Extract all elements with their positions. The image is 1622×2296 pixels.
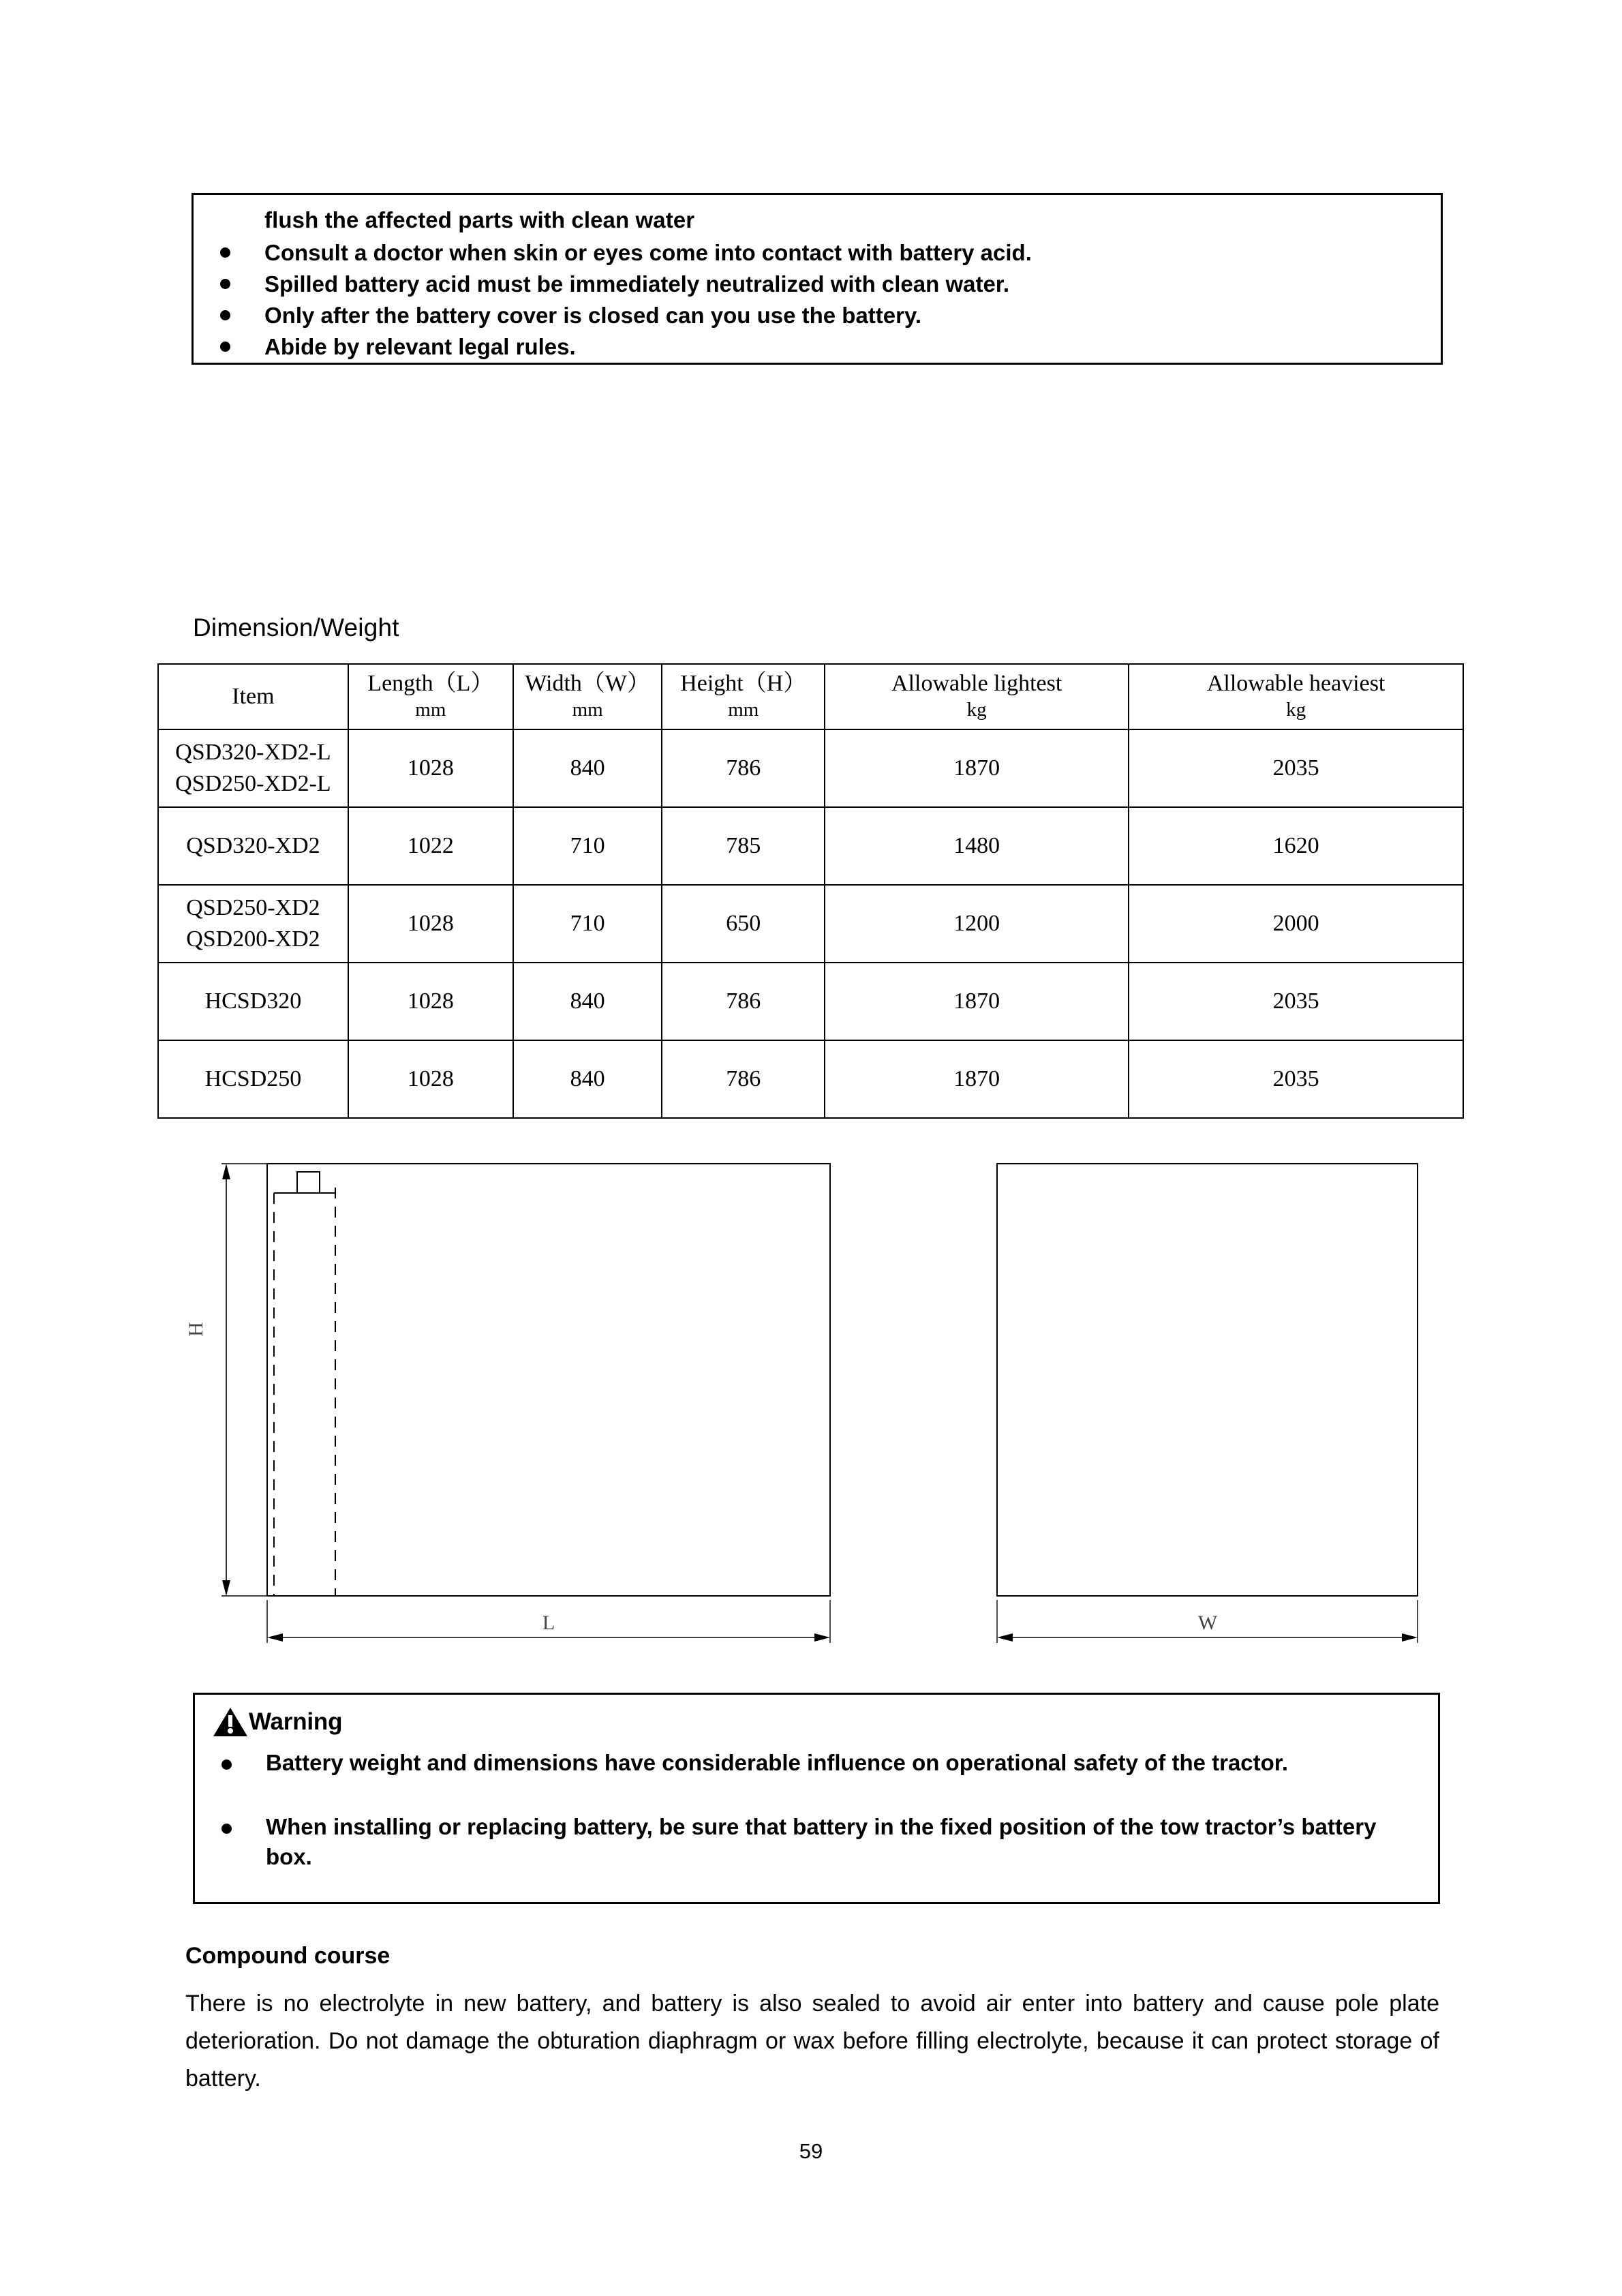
column-header-unit: mm: [572, 698, 603, 721]
caution-continuation-text: flush the affected parts with clean water: [264, 207, 695, 232]
table-row: [158, 1040, 1463, 1118]
cell-heaviest: 2035: [1129, 729, 1463, 807]
caution-bullet-text: Only after the battery cover is closed can you use the battery.: [264, 303, 922, 328]
list-item: [194, 269, 1441, 300]
cell-height: 786: [662, 963, 825, 1040]
warning-notice-box: [193, 1693, 1440, 1904]
column-header-height: [662, 664, 825, 729]
caution-bullet-list: [194, 237, 1441, 363]
table-row: [158, 885, 1463, 963]
width-dimension-label: W: [1197, 1612, 1218, 1634]
length-dimension-label: L: [542, 1612, 555, 1634]
w-arrow-right-icon: [1402, 1633, 1418, 1642]
cell-heaviest: 2035: [1129, 963, 1463, 1040]
cell-height: 786: [662, 1040, 825, 1118]
cell-length: 1022: [348, 807, 513, 885]
caution-bullet-text: Consult a doctor when skin or eyes come into contact with battery acid.: [264, 240, 1032, 265]
cell-width: 840: [513, 963, 662, 1040]
side-view-outline: [267, 1164, 830, 1596]
warning-triangle-icon: [213, 1706, 248, 1738]
h-arrow-down-icon: [222, 1580, 230, 1596]
caution-notice-box: [192, 193, 1443, 365]
column-header-title: Allowable lightest: [891, 670, 1062, 696]
cell-height: 650: [662, 885, 825, 963]
cell-width: 710: [513, 807, 662, 885]
cell-width: 710: [513, 885, 662, 963]
item-model-name: HCSD250: [204, 1066, 302, 1092]
column-header-allowable-heaviest: [1129, 664, 1463, 729]
bullet-dot-icon: [221, 1824, 232, 1834]
column-header-unit: mm: [415, 698, 446, 721]
bullet-dot-icon: [220, 247, 230, 258]
table-row: [158, 729, 1463, 807]
warning-bullet-text: Battery weight and dimensions have considerable influence on operational safety of the tractor.: [266, 1750, 1289, 1775]
list-item: [194, 331, 1441, 363]
cell-length: 1028: [348, 885, 513, 963]
column-header-item: [158, 664, 348, 729]
table-row: [158, 807, 1463, 885]
h-arrow-up-icon: [222, 1164, 230, 1179]
cell-length: 1028: [348, 1040, 513, 1118]
table-header-row: [158, 664, 1463, 729]
cell-length: 1028: [348, 729, 513, 807]
list-item: [195, 1812, 1438, 1875]
compound-course-paragraph: There is no electrolyte in new battery, and battery is also sealed to avoid air enter into battery and cause pole plate deterioration. Do not damage the obturation diaphragm or wax before filling electrolyte, because it can protect storage of battery.: [185, 1991, 1439, 2092]
battery-dimension-drawing: [0, 1145, 1622, 1670]
column-header-allowable-lightest: [825, 664, 1129, 729]
w-arrow-left-icon: [997, 1633, 1013, 1642]
cell-width: 840: [513, 729, 662, 807]
item-model-name: QSD250-XD2-L: [175, 771, 331, 796]
list-item: [194, 300, 1441, 331]
l-arrow-left-icon: [267, 1633, 283, 1642]
cell-height: 785: [662, 807, 825, 885]
drawing-svg: [0, 1145, 1622, 1670]
cell-length: 1028: [348, 963, 513, 1040]
warning-bullet-text: When installing or replacing battery, be sure that battery in the fixed position of the tow tractor’s battery box.: [266, 1814, 1377, 1869]
cell-lightest: 1480: [825, 807, 1129, 885]
l-arrow-right-icon: [814, 1633, 830, 1642]
compound-course-heading: Compound course: [185, 1943, 391, 1969]
item-model-name: QSD200-XD2: [186, 926, 320, 952]
caution-bullet-text: Abide by relevant legal rules.: [264, 334, 576, 359]
column-header-length: [348, 664, 513, 729]
bullet-dot-icon: [220, 310, 230, 320]
item-model-name: HCSD320: [204, 988, 302, 1014]
cell-item: [158, 729, 348, 807]
warning-bullet-list: [195, 1748, 1438, 1876]
cell-lightest: 1200: [825, 885, 1129, 963]
terminal-notch-icon: [297, 1172, 320, 1193]
cell-item: [158, 963, 348, 1040]
column-header-title: Length（L）: [367, 670, 494, 696]
item-model-name: QSD320-XD2-L: [175, 740, 331, 766]
bullet-dot-icon: [220, 279, 230, 289]
warning-label: Warning: [249, 1708, 343, 1735]
column-header-unit: kg: [966, 698, 987, 721]
dimension-weight-table-container: [157, 663, 1464, 1119]
front-view-outline: [997, 1164, 1418, 1596]
column-header-unit: mm: [728, 698, 759, 721]
warning-header: [213, 1703, 342, 1741]
bullet-dot-icon: [220, 342, 230, 352]
table-row: [158, 963, 1463, 1040]
column-header-width: [513, 664, 662, 729]
height-dimension-label: H: [185, 1322, 207, 1337]
cell-heaviest: 2035: [1129, 1040, 1463, 1118]
caution-bullet-text: Spilled battery acid must be immediately neutralized with clean water.: [264, 271, 1009, 297]
cell-heaviest: 2000: [1129, 885, 1463, 963]
column-header-unit: kg: [1286, 698, 1306, 721]
cell-lightest: 1870: [825, 1040, 1129, 1118]
page-number: 59: [799, 2139, 823, 2163]
column-header-title: Item: [232, 684, 275, 710]
cell-item: [158, 807, 348, 885]
cell-heaviest: 1620: [1129, 807, 1463, 885]
cell-height: 786: [662, 729, 825, 807]
side-view-group: [221, 1164, 830, 1643]
section-heading: Dimension/Weight: [193, 614, 399, 641]
cell-item: [158, 1040, 348, 1118]
cell-width: 840: [513, 1040, 662, 1118]
cell-lightest: 1870: [825, 963, 1129, 1040]
column-header-title: Width（W）: [525, 670, 650, 696]
bullet-dot-icon: [221, 1759, 232, 1770]
dimension-weight-table: [157, 663, 1464, 1119]
list-item: [195, 1748, 1438, 1811]
item-model-name: QSD320-XD2: [186, 833, 320, 859]
cell-item: [158, 885, 348, 963]
cell-lightest: 1870: [825, 729, 1129, 807]
list-item: [194, 237, 1441, 269]
front-view-group: [997, 1164, 1418, 1643]
column-header-title: Allowable heaviest: [1206, 670, 1386, 696]
column-header-title: Height（H）: [680, 670, 807, 696]
item-model-name: QSD250-XD2: [186, 895, 320, 921]
